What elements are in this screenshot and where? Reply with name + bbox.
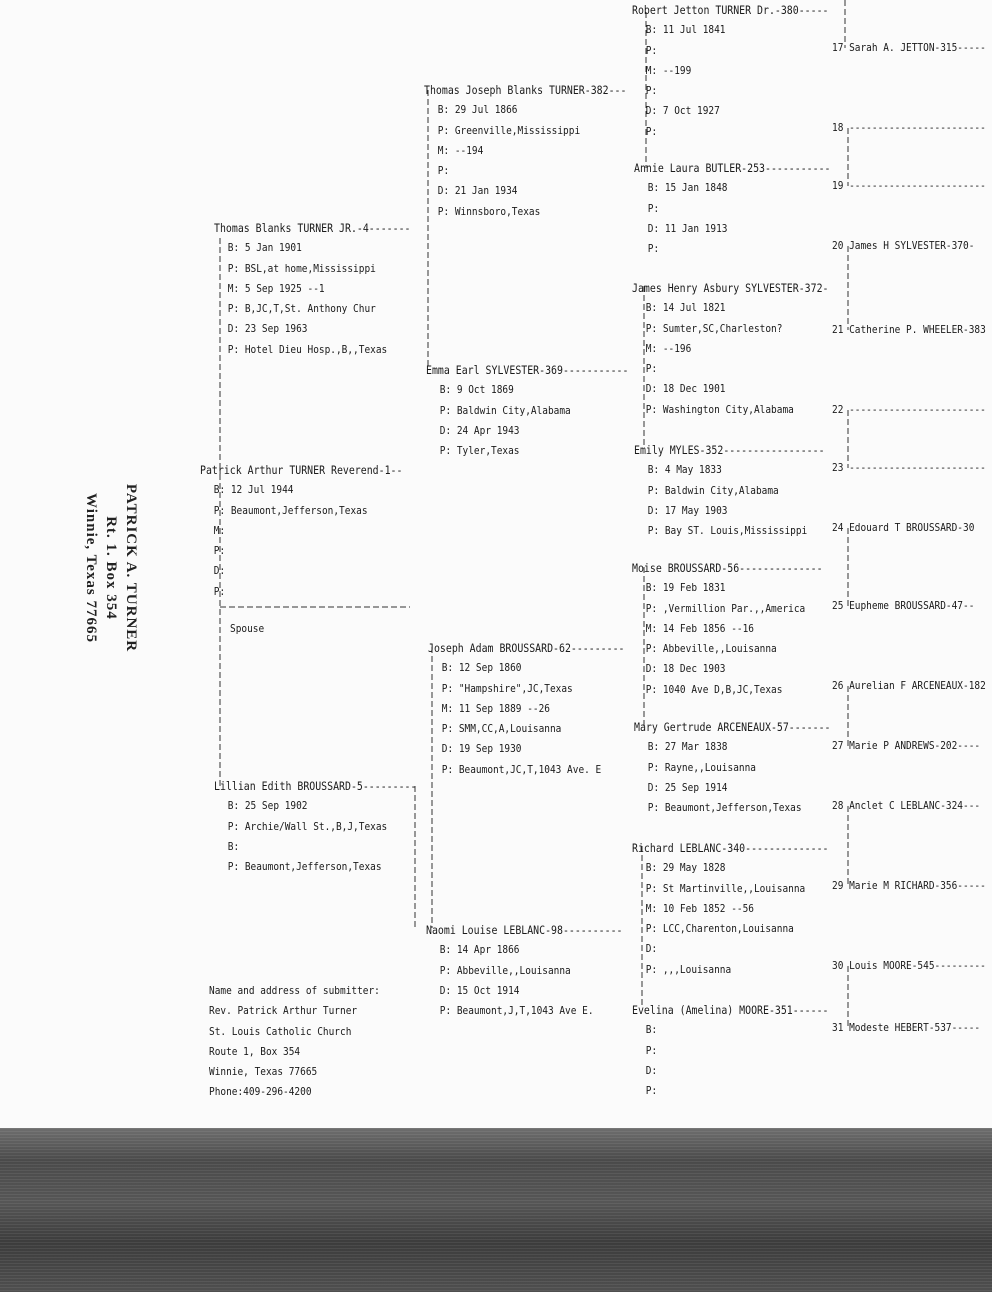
person-death: D: 24 Apr 1943 <box>439 423 520 437</box>
ancestor-19 <box>832 176 986 196</box>
person-death-place: P: Washington City,Alabama <box>645 402 794 416</box>
stamp-name: PATRICK A. TURNER <box>123 483 139 653</box>
person-death-place: P: <box>645 1084 658 1098</box>
person-birth-place: P: Rayne,,Louisanna <box>647 760 756 774</box>
address-stamp <box>47 476 141 660</box>
ancestor-27 <box>832 736 980 756</box>
person-7 <box>426 920 622 1021</box>
ancestor-31 <box>832 1018 980 1038</box>
ancestor-name: 21 Catherine P. WHEELER-383 <box>832 323 986 336</box>
person-name: Thomas Blanks TURNER JR.-4------- <box>214 221 411 235</box>
person-name: Evelina (Amelina) MOORE-351------ <box>632 1003 829 1017</box>
person-12 <box>632 558 823 700</box>
person-5 <box>426 360 628 461</box>
spouse-label: Spouse <box>230 622 265 635</box>
ancestor-25 <box>832 596 974 616</box>
person-marriage-place: P: LCC,Charenton,Louisanna <box>645 922 794 936</box>
person-birth: B: 9 Oct 1869 <box>439 383 514 397</box>
ancestor-name: 30 Louis MOORE-545--------- <box>832 959 986 972</box>
person-name: Emily MYLES-352----------------- <box>634 443 825 457</box>
person-death-place: P: ,,,Louisanna <box>645 962 732 976</box>
person-birth: B: 27 Mar 1838 <box>647 740 728 754</box>
person-2 <box>214 218 410 360</box>
person-marriage: M: 10 Feb 1852 --56 <box>645 901 754 915</box>
ancestor-21 <box>832 320 986 340</box>
person-birth: B: 25 Sep 1902 <box>227 799 308 813</box>
person-death-place: P: Bay ST. Louis,Mississippi <box>647 524 808 538</box>
person-10 <box>632 278 828 420</box>
person-name: Lillian Edith BROUSSARD-5--------- <box>214 779 417 793</box>
ancestor-23 <box>832 458 986 478</box>
person-death-place: P: <box>645 124 658 138</box>
ancestor-name: 23 ------------------------ <box>832 461 986 474</box>
ancestor-30 <box>832 956 986 976</box>
ancestor-17 <box>832 38 986 58</box>
person-14 <box>632 838 828 980</box>
person-death-place: P: Hotel Dieu Hosp.,B,,Texas <box>227 342 388 356</box>
person-death: D: 17 May 1903 <box>647 503 728 517</box>
person-birth: B: 5 Jan 1901 <box>227 241 302 255</box>
person-birth-place: P: Greenville,Mississippi <box>437 123 581 137</box>
stamp-route: Rt. 1. Box 354 <box>103 516 119 620</box>
person-burial: B: <box>227 839 240 853</box>
ancestor-name: 27 Marie P ANDREWS-202---- <box>832 739 981 752</box>
person-birth: B: 12 Sep 1860 <box>441 661 522 675</box>
person-birth-place: P: BSL,at home,Mississippi <box>227 261 376 275</box>
person-birth: B: 29 Jul 1866 <box>437 103 518 117</box>
person-name: Emma Earl SYLVESTER-369----------- <box>426 363 629 377</box>
person-birth-place: P: St Martinville,,Louisanna <box>645 881 806 895</box>
ancestor-28 <box>832 796 980 816</box>
person-15 <box>632 1000 828 1101</box>
ancestor-22 <box>832 400 986 420</box>
person-death: D: 23 Sep 1963 <box>227 322 308 336</box>
person-birth-place: P: Baldwin City,Alabama <box>647 483 779 497</box>
person-4 <box>424 80 626 222</box>
person-name: Patrick Arthur TURNER Reverend-1-- <box>200 463 403 477</box>
person-marriage-place: P: B,JC,T,St. Anthony Chur <box>227 302 376 316</box>
person-death: D: 19 Sep 1930 <box>441 742 522 756</box>
person-birth: B: 12 Jul 1944 <box>213 483 294 497</box>
person-birth: B: 15 Jan 1848 <box>647 181 728 195</box>
person-birth-place: P: Sumter,SC,Charleston? <box>645 321 783 335</box>
ancestor-name: 17 Sarah A. JETTON-315----- <box>832 41 986 54</box>
person-birth: B: 19 Feb 1831 <box>645 581 726 595</box>
person-name: Joseph Adam BROUSSARD-62--------- <box>428 641 625 655</box>
submitter-heading: Name and address of submitter: <box>209 984 380 997</box>
person-death-place: P: 1040 Ave D,B,JC,Texas <box>645 682 783 696</box>
person-13 <box>634 717 830 818</box>
person-birth-place: P: Archie/Wall St.,B,J,Texas <box>227 819 388 833</box>
person-name: Annie Laura BUTLER-253----------- <box>634 161 831 175</box>
person-death-place: P: Beaumont,J,T,1043 Ave E. <box>439 1004 594 1018</box>
person-birth: B: 11 Jul 1841 <box>645 23 726 37</box>
person-death: D: 18 Dec 1901 <box>645 382 726 396</box>
ancestor-name: 18 ------------------------ <box>832 121 986 134</box>
ancestor-name: 28 Anclet C LEBLANC-324--- <box>832 799 981 812</box>
stamp-city: Winnie, Texas 77665 <box>83 492 99 643</box>
person-birth: B: 14 Jul 1821 <box>645 301 726 315</box>
submitter-line: St. Louis Catholic Church <box>209 1024 352 1038</box>
person-birth-place: P: Abbeville,,Louisanna <box>439 963 571 977</box>
person-death: D: 15 Oct 1914 <box>439 983 520 997</box>
person-birth-place: P: <box>647 201 660 215</box>
person-birth-place: P: Beaumont,Jefferson,Texas <box>213 503 368 517</box>
person-death: D: <box>645 942 658 956</box>
submitter-block <box>209 981 380 1103</box>
person-death: D: 21 Jan 1934 <box>437 184 518 198</box>
person-name: Moise BROUSSARD-56-------------- <box>632 561 823 575</box>
person-birth-place: P: <box>645 1043 658 1057</box>
submitter-phone: Phone:409-296-4200 <box>209 1085 312 1099</box>
person-death: D: 7 Oct 1927 <box>645 104 720 118</box>
person-birth-place: P: ,Vermillion Par.,,America <box>645 601 806 615</box>
person-marriage-place: P: <box>437 164 450 178</box>
person-birth: B: 4 May 1833 <box>647 463 722 477</box>
ancestor-18 <box>832 118 986 138</box>
person-11 <box>634 440 825 541</box>
ancestor-name: 22 ------------------------ <box>832 403 986 416</box>
submitter-line: Rev. Patrick Arthur Turner <box>209 1004 358 1018</box>
ancestor-name: 26 Aurelian F ARCENEAUX-182 <box>832 679 986 692</box>
person-marriage-place: P: SMM,CC,A,Louisanna <box>441 722 562 736</box>
person-death-place: P: <box>647 242 660 256</box>
person-name: James Henry Asbury SYLVESTER-372- <box>632 281 829 295</box>
person-marriage: M: 14 Feb 1856 --16 <box>645 621 754 635</box>
person-death: D: <box>213 564 226 578</box>
person-birth-place: P: "Hampshire",JC,Texas <box>441 681 573 695</box>
person-marriage: M: --196 <box>645 341 692 355</box>
person-marriage-place: P: Abbeville,,Louisanna <box>645 642 777 656</box>
ancestor-name: 25 Eupheme BROUSSARD-47-- <box>832 599 975 612</box>
person-name: Robert Jetton TURNER Dr.-380----- <box>632 3 829 17</box>
person-birth: B: 14 Apr 1866 <box>439 943 520 957</box>
ancestor-name: 19 ------------------------ <box>832 179 986 192</box>
person-marriage-place: P: <box>645 84 658 98</box>
submitter-line: Route 1, Box 354 <box>209 1044 301 1058</box>
ancestor-24 <box>832 518 974 538</box>
person-marriage: M: --199 <box>645 63 692 77</box>
person-marriage-place: P: <box>213 544 226 558</box>
person-1 <box>200 460 402 602</box>
submitter-line: Winnie, Texas 77665 <box>209 1065 318 1079</box>
ancestor-26 <box>832 676 986 696</box>
person-name: Naomi Louise LEBLANC-98---------- <box>426 923 623 937</box>
ancestor-name: 24 Edouard T BROUSSARD-30 <box>832 521 975 534</box>
person-birth: B: <box>645 1023 658 1037</box>
person-death: D: 25 Sep 1914 <box>647 780 728 794</box>
person-death: D: 18 Dec 1903 <box>645 662 726 676</box>
person-burial-place: P: Beaumont,Jefferson,Texas <box>227 860 382 874</box>
person-name: Thomas Joseph Blanks TURNER-382--- <box>424 83 627 97</box>
person-marriage: M: --194 <box>437 143 484 157</box>
person-9 <box>634 158 830 259</box>
person-marriage: M: 5 Sep 1925 --1 <box>227 281 325 295</box>
person-marriage: M: <box>213 523 226 537</box>
ancestor-29 <box>832 876 986 896</box>
person-name: Richard LEBLANC-340-------------- <box>632 841 829 855</box>
person-marriage-place: P: <box>645 362 658 376</box>
person-death-place: P: Beaumont,Jefferson,Texas <box>647 801 802 815</box>
ancestor-name: 31 Modeste HEBERT-537----- <box>832 1021 981 1034</box>
person-death-place: P: Winnsboro,Texas <box>437 204 541 218</box>
person-name: Mary Gertrude ARCENEAUX-57------- <box>634 720 831 734</box>
person-6 <box>428 638 624 780</box>
person-birth-place: P: Baldwin City,Alabama <box>439 403 571 417</box>
person-death-place: P: <box>213 584 226 598</box>
scan-dark-band <box>0 1128 992 1292</box>
ancestor-name: 20 James H SYLVESTER-370- <box>832 239 975 252</box>
person-8 <box>632 0 828 142</box>
ancestor-20 <box>832 236 974 256</box>
person-death: D: 11 Jan 1913 <box>647 221 728 235</box>
person-death-place: P: Beaumont,JC,T,1043 Ave. E <box>441 762 602 776</box>
person-3 <box>214 776 416 877</box>
ancestor-name: 29 Marie M RICHARD-356----- <box>832 879 986 892</box>
person-death: D: <box>645 1063 658 1077</box>
person-marriage: M: 11 Sep 1889 --26 <box>441 701 550 715</box>
person-birth-place: P: <box>645 43 658 57</box>
person-death-place: P: Tyler,Texas <box>439 444 520 458</box>
person-birth: B: 29 May 1828 <box>645 861 726 875</box>
